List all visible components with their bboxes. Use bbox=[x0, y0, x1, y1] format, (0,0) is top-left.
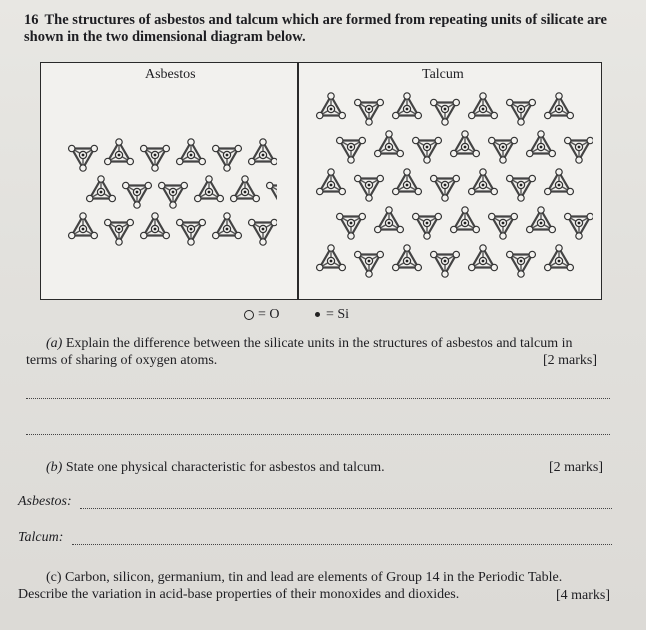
silicate-unit bbox=[489, 213, 518, 239]
silicate-unit bbox=[355, 99, 384, 125]
silicate-unit bbox=[393, 169, 422, 195]
silicate-unit bbox=[69, 145, 98, 171]
silicate-unit bbox=[249, 219, 277, 245]
talcum-lattice bbox=[311, 89, 593, 289]
silicate-unit bbox=[565, 213, 593, 239]
part-c-label: (c) bbox=[46, 570, 62, 585]
silicate-unit bbox=[177, 219, 206, 245]
silicate-unit bbox=[469, 169, 498, 195]
silicate-unit bbox=[141, 145, 170, 171]
silicate-unit bbox=[451, 131, 480, 157]
silicate-unit bbox=[87, 176, 116, 202]
silicate-unit bbox=[527, 131, 556, 157]
asbestos-answer-line[interactable] bbox=[80, 508, 612, 509]
silicate-unit bbox=[213, 145, 242, 171]
asbestos-title: Asbestos bbox=[145, 67, 196, 82]
silicate-unit bbox=[431, 175, 460, 201]
part-b-marks: [2 marks] bbox=[549, 460, 604, 475]
silicate-unit bbox=[469, 245, 498, 271]
part-c-marks: [4 marks] bbox=[556, 588, 611, 603]
part-b-text: State one physical characteristic for asbestos and talcum. bbox=[65, 460, 385, 475]
silicate-unit bbox=[267, 182, 277, 208]
silicate-unit bbox=[545, 245, 574, 271]
silicate-unit bbox=[393, 93, 422, 119]
asbestos-answer-label: Asbestos: bbox=[18, 494, 72, 509]
silicate-unit bbox=[375, 131, 404, 157]
silicate-unit bbox=[545, 169, 574, 195]
silicate-unit bbox=[177, 139, 206, 165]
silicate-unit bbox=[413, 137, 442, 163]
diagram-divider bbox=[297, 63, 299, 299]
part-c-line-1 bbox=[46, 569, 636, 586]
legend-silicon bbox=[315, 307, 349, 323]
silicate-unit bbox=[565, 137, 593, 163]
talcum-title: Talcum bbox=[422, 67, 464, 82]
silicate-unit bbox=[355, 175, 384, 201]
talcum-answer-line[interactable] bbox=[72, 544, 612, 545]
part-c-text-2: Describe the variation in acid-base properties of their monoxides and dioxides. bbox=[18, 587, 460, 602]
silicate-unit bbox=[507, 175, 536, 201]
silicate-unit bbox=[159, 182, 188, 208]
silicate-unit bbox=[507, 99, 536, 125]
answer-line-a1[interactable] bbox=[26, 398, 610, 399]
silicate-unit bbox=[469, 93, 498, 119]
silicate-unit bbox=[213, 213, 242, 239]
talcum-answer-label: Talcum: bbox=[18, 530, 64, 545]
silicate-unit bbox=[249, 139, 277, 165]
silicon-dot-icon bbox=[315, 312, 320, 317]
silicate-unit bbox=[431, 99, 460, 125]
answer-line-a2[interactable] bbox=[26, 434, 610, 435]
silicate-unit bbox=[413, 213, 442, 239]
asbestos-lattice bbox=[65, 117, 277, 267]
question-intro bbox=[24, 12, 624, 46]
silicate-unit bbox=[141, 213, 170, 239]
silicate-unit bbox=[431, 251, 460, 277]
silicate-unit bbox=[231, 176, 260, 202]
question-number: 16 bbox=[24, 12, 39, 28]
silicate-unit bbox=[355, 251, 384, 277]
question-intro-text: The structures of asbestos and talcum which are formed from repeating units of silicate are shown in the two dimensional diagram below. bbox=[24, 12, 607, 45]
part-a-text-2: terms of sharing of oxygen atoms. bbox=[26, 353, 218, 368]
silicate-unit bbox=[69, 213, 98, 239]
oxygen-ring-icon bbox=[244, 310, 254, 320]
part-a-marks: [2 marks] bbox=[543, 353, 598, 368]
silicate-unit bbox=[317, 245, 346, 271]
silicate-unit bbox=[507, 251, 536, 277]
part-b-label: (b) bbox=[46, 460, 63, 475]
legend-oxygen bbox=[244, 307, 280, 323]
legend-silicon-text: = Si bbox=[326, 307, 350, 322]
silicate-unit bbox=[451, 207, 480, 233]
silicate-unit bbox=[489, 137, 518, 163]
silicate-unit bbox=[375, 207, 404, 233]
part-c-text-1: Carbon, silicon, germanium, tin and lead are elements of Group 14 in the Periodic Table. bbox=[65, 570, 563, 585]
part-a-line-1 bbox=[46, 335, 626, 352]
part-a-text-1: Explain the difference between the silicate units in the structures of asbestos and talcum in bbox=[65, 336, 573, 351]
structure-diagram bbox=[40, 62, 602, 300]
silicate-unit bbox=[105, 219, 134, 245]
silicate-unit bbox=[317, 93, 346, 119]
silicate-unit bbox=[337, 137, 366, 163]
silicate-unit bbox=[105, 139, 134, 165]
silicate-unit bbox=[317, 169, 346, 195]
silicate-unit bbox=[545, 93, 574, 119]
silicate-unit bbox=[195, 176, 224, 202]
silicate-unit bbox=[123, 182, 152, 208]
silicate-unit bbox=[527, 207, 556, 233]
legend-oxygen-text: = O bbox=[258, 307, 280, 322]
silicate-unit bbox=[337, 213, 366, 239]
silicate-unit bbox=[393, 245, 422, 271]
part-a-label: (a) bbox=[46, 336, 63, 351]
part-b-line bbox=[46, 459, 385, 476]
